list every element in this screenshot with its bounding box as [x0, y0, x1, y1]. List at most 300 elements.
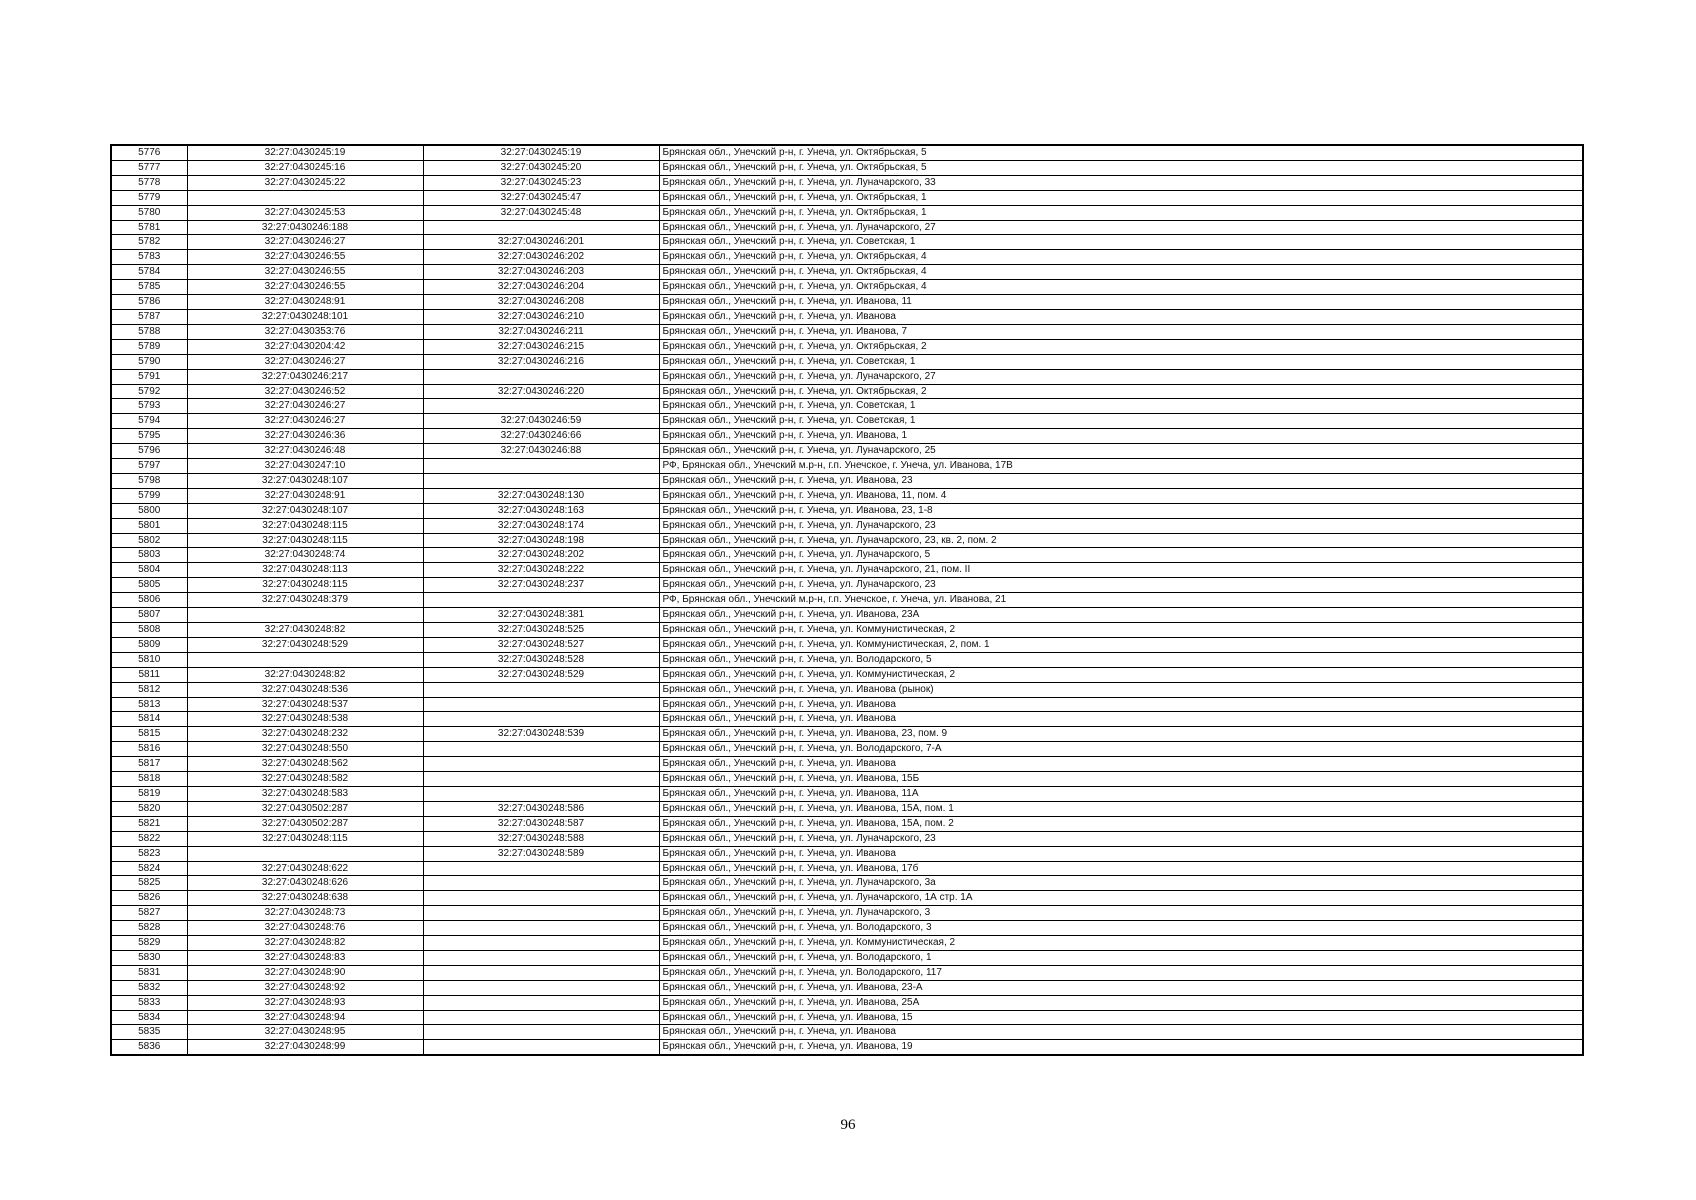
table-row: [111, 220, 1583, 235]
parent-cadastral-number-cell: [423, 399, 659, 414]
address-cell: Брянская обл., Унечский р-н, г. Унеча, ул. Володарского, 117: [659, 965, 1583, 980]
cadastral-number-cell: 32:27:0430248:529: [187, 637, 423, 652]
table-row: [111, 354, 1583, 369]
table-row: [111, 324, 1583, 339]
table-row: [111, 160, 1583, 175]
row-number-cell: 5810: [111, 652, 187, 667]
address-cell: Брянская обл., Унечский р-н, г. Унеча, ул. Иванова: [659, 309, 1583, 324]
parent-cadastral-number-cell: [423, 906, 659, 921]
row-number-cell: 5835: [111, 1025, 187, 1040]
address-cell: Брянская обл., Унечский р-н, г. Унеча, ул. Иванова, 15Б: [659, 772, 1583, 787]
address-cell: Брянская обл., Унечский р-н, г. Унеча, ул. Октябрьская, 4: [659, 250, 1583, 265]
row-number-cell: 5795: [111, 429, 187, 444]
address-cell: Брянская обл., Унечский р-н, г. Унеча, ул. Луначарского, 3: [659, 906, 1583, 921]
address-cell: Брянская обл., Унечский р-н, г. Унеча, ул. Иванова, 15: [659, 1010, 1583, 1025]
table-row: [111, 965, 1583, 980]
cadastral-number-cell: 32:27:0430502:287: [187, 801, 423, 816]
table-row: [111, 608, 1583, 623]
table-row: [111, 265, 1583, 280]
address-cell: Брянская обл., Унечский р-н, г. Унеча, ул. Иванова, 7: [659, 324, 1583, 339]
cadastral-number-cell: 32:27:0430248:101: [187, 309, 423, 324]
address-cell: Брянская обл., Унечский р-н, г. Унеча, ул. Советская, 1: [659, 235, 1583, 250]
address-cell: Брянская обл., Унечский р-н, г. Унеча, ул. Иванова, 23А: [659, 608, 1583, 623]
cadastral-number-cell: 32:27:0430246:55: [187, 265, 423, 280]
parent-cadastral-number-cell: [423, 593, 659, 608]
table-row: [111, 369, 1583, 384]
cadastral-number-cell: 32:27:0430248:115: [187, 831, 423, 846]
cadastral-number-cell: 32:27:0430353:76: [187, 324, 423, 339]
address-cell: Брянская обл., Унечский р-н, г. Унеча, ул. Советская, 1: [659, 414, 1583, 429]
row-number-cell: 5791: [111, 369, 187, 384]
row-number-cell: 5789: [111, 339, 187, 354]
address-cell: Брянская обл., Унечский р-н, г. Унеча, ул. Иванова, 1: [659, 429, 1583, 444]
cadastral-number-cell: 32:27:0430248:99: [187, 1040, 423, 1055]
address-cell: Брянская обл., Унечский р-н, г. Унеча, ул. Иванова, 11: [659, 295, 1583, 310]
cadastral-number-cell: 32:27:0430248:550: [187, 742, 423, 757]
address-cell: Брянская обл., Унечский р-н, г. Унеча, ул. Луначарского, 23, кв. 2, пом. 2: [659, 533, 1583, 548]
parent-cadastral-number-cell: [423, 786, 659, 801]
cadastral-number-cell: 32:27:0430248:538: [187, 712, 423, 727]
parent-cadastral-number-cell: 32:27:0430248:525: [423, 623, 659, 638]
parent-cadastral-number-cell: 32:27:0430246:88: [423, 444, 659, 459]
address-cell: Брянская обл., Унечский р-н, г. Унеча, ул. Иванова, 15А, пом. 2: [659, 816, 1583, 831]
table-row: [111, 727, 1583, 742]
address-cell: Брянская обл., Унечский р-н, г. Унеча, ул. Иванова (рынок): [659, 682, 1583, 697]
row-number-cell: 5836: [111, 1040, 187, 1055]
cadastral-number-cell: 32:27:0430246:217: [187, 369, 423, 384]
row-number-cell: 5799: [111, 488, 187, 503]
row-number-cell: 5805: [111, 578, 187, 593]
parent-cadastral-number-cell: 32:27:0430246:208: [423, 295, 659, 310]
cadastral-number-cell: 32:27:0430246:27: [187, 354, 423, 369]
row-number-cell: 5793: [111, 399, 187, 414]
cadastral-number-cell: 32:27:0430246:55: [187, 250, 423, 265]
table-row: [111, 921, 1583, 936]
address-cell: Брянская обл., Унечский р-н, г. Унеча, ул. Володарского, 7-А: [659, 742, 1583, 757]
row-number-cell: 5817: [111, 757, 187, 772]
row-number-cell: 5815: [111, 727, 187, 742]
cadastral-number-cell: [187, 846, 423, 861]
table-row: [111, 1010, 1583, 1025]
page-number: 96: [840, 1117, 856, 1133]
table-row: [111, 235, 1583, 250]
parent-cadastral-number-cell: [423, 742, 659, 757]
address-cell: Брянская обл., Унечский р-н, г. Унеча, ул. Советская, 1: [659, 399, 1583, 414]
parent-cadastral-number-cell: [423, 1040, 659, 1055]
cadastral-number-cell: 32:27:0430502:287: [187, 816, 423, 831]
table-row: [111, 906, 1583, 921]
cadastral-number-cell: 32:27:0430248:73: [187, 906, 423, 921]
table-row: [111, 667, 1583, 682]
parent-cadastral-number-cell: 32:27:0430245:19: [423, 145, 659, 160]
table-row: [111, 623, 1583, 638]
address-cell: Брянская обл., Унечский р-н, г. Унеча, ул. Луначарского, 23: [659, 831, 1583, 846]
row-number-cell: 5779: [111, 190, 187, 205]
parent-cadastral-number-cell: 32:27:0430248:529: [423, 667, 659, 682]
address-cell: Брянская обл., Унечский р-н, г. Унеча, ул. Луначарского, 1А стр. 1А: [659, 891, 1583, 906]
table-row: [111, 488, 1583, 503]
cadastral-number-cell: 32:27:0430246:52: [187, 384, 423, 399]
address-cell: Брянская обл., Унечский р-н, г. Унеча, ул. Иванова, 19: [659, 1040, 1583, 1055]
row-number-cell: 5823: [111, 846, 187, 861]
parent-cadastral-number-cell: 32:27:0430246:203: [423, 265, 659, 280]
address-cell: Брянская обл., Унечский р-н, г. Унеча, ул. Октябрьская, 1: [659, 205, 1583, 220]
cadastral-number-cell: 32:27:0430248:536: [187, 682, 423, 697]
parent-cadastral-number-cell: 32:27:0430248:222: [423, 563, 659, 578]
address-cell: Брянская обл., Унечский р-н, г. Унеча, ул. Луначарского, 23: [659, 578, 1583, 593]
cadastral-number-cell: 32:27:0430248:113: [187, 563, 423, 578]
cadastral-number-cell: 32:27:0430248:379: [187, 593, 423, 608]
row-number-cell: 5781: [111, 220, 187, 235]
table-row: [111, 772, 1583, 787]
parent-cadastral-number-cell: 32:27:0430248:130: [423, 488, 659, 503]
parent-cadastral-number-cell: 32:27:0430246:66: [423, 429, 659, 444]
table-row: [111, 563, 1583, 578]
table-row: [111, 1040, 1583, 1055]
cadastral-number-cell: 32:27:0430248:93: [187, 995, 423, 1010]
table-row: [111, 697, 1583, 712]
table-row: [111, 444, 1583, 459]
table-row: [111, 280, 1583, 295]
row-number-cell: 5786: [111, 295, 187, 310]
address-cell: Брянская обл., Унечский р-н, г. Унеча, ул. Иванова: [659, 1025, 1583, 1040]
cadastral-number-cell: 32:27:0430248:638: [187, 891, 423, 906]
row-number-cell: 5824: [111, 861, 187, 876]
parent-cadastral-number-cell: 32:27:0430248:527: [423, 637, 659, 652]
address-cell: Брянская обл., Унечский р-н, г. Унеча, ул. Иванова, 25А: [659, 995, 1583, 1010]
cadastral-number-cell: 32:27:0430246:55: [187, 280, 423, 295]
row-number-cell: 5801: [111, 518, 187, 533]
parent-cadastral-number-cell: 32:27:0430246:220: [423, 384, 659, 399]
address-cell: Брянская обл., Унечский р-н, г. Унеча, ул. Октябрьская, 4: [659, 280, 1583, 295]
cadastral-number-cell: 32:27:0430248:94: [187, 1010, 423, 1025]
row-number-cell: 5784: [111, 265, 187, 280]
cadastral-number-cell: 32:27:0430248:91: [187, 295, 423, 310]
cadastral-number-cell: 32:27:0430246:27: [187, 414, 423, 429]
cadastral-number-cell: 32:27:0430248:90: [187, 965, 423, 980]
cadastral-number-cell: [187, 190, 423, 205]
table-row: [111, 145, 1583, 160]
row-number-cell: 5827: [111, 906, 187, 921]
address-cell: Брянская обл., Унечский р-н, г. Унеча, ул. Иванова, 17б: [659, 861, 1583, 876]
row-number-cell: 5822: [111, 831, 187, 846]
cadastral-number-cell: 32:27:0430246:48: [187, 444, 423, 459]
row-number-cell: 5785: [111, 280, 187, 295]
cadastral-number-cell: 32:27:0430248:92: [187, 980, 423, 995]
cadastral-number-cell: 32:27:0430245:19: [187, 145, 423, 160]
table-row: [111, 682, 1583, 697]
row-number-cell: 5818: [111, 772, 187, 787]
table-row: [111, 861, 1583, 876]
row-number-cell: 5777: [111, 160, 187, 175]
address-cell: Брянская обл., Унечский р-н, г. Унеча, ул. Октябрьская, 2: [659, 384, 1583, 399]
parent-cadastral-number-cell: [423, 950, 659, 965]
address-cell: Брянская обл., Унечский р-н, г. Унеча, ул. Луначарского, 3а: [659, 876, 1583, 891]
row-number-cell: 5790: [111, 354, 187, 369]
table-row: [111, 399, 1583, 414]
cadastral-number-cell: 32:27:0430248:107: [187, 473, 423, 488]
cadastral-number-cell: 32:27:0430247:10: [187, 459, 423, 474]
table-row: [111, 384, 1583, 399]
table-row: [111, 190, 1583, 205]
parent-cadastral-number-cell: [423, 369, 659, 384]
row-number-cell: 5782: [111, 235, 187, 250]
cadastral-registry-table: [110, 144, 1584, 1056]
address-cell: Брянская обл., Унечский р-н, г. Унеча, ул. Володарского, 5: [659, 652, 1583, 667]
parent-cadastral-number-cell: 32:27:0430245:20: [423, 160, 659, 175]
address-cell: Брянская обл., Унечский р-н, г. Унеча, ул. Коммунистическая, 2, пом. 1: [659, 637, 1583, 652]
cadastral-number-cell: 32:27:0430248:232: [187, 727, 423, 742]
row-number-cell: 5814: [111, 712, 187, 727]
table-row: [111, 459, 1583, 474]
table-row: [111, 578, 1583, 593]
table-row: [111, 518, 1583, 533]
row-number-cell: 5826: [111, 891, 187, 906]
address-cell: Брянская обл., Унечский р-н, г. Унеча, ул. Иванова: [659, 846, 1583, 861]
row-number-cell: 5787: [111, 309, 187, 324]
table-row: [111, 846, 1583, 861]
address-cell: Брянская обл., Унечский р-н, г. Унеча, ул. Луначарского, 27: [659, 220, 1583, 235]
address-cell: Брянская обл., Унечский р-н, г. Унеча, ул. Володарского, 1: [659, 950, 1583, 965]
table-row: [111, 652, 1583, 667]
row-number-cell: 5831: [111, 965, 187, 980]
parent-cadastral-number-cell: 32:27:0430246:201: [423, 235, 659, 250]
row-number-cell: 5830: [111, 950, 187, 965]
parent-cadastral-number-cell: 32:27:0430248:589: [423, 846, 659, 861]
table-row: [111, 414, 1583, 429]
table-row: [111, 876, 1583, 891]
cadastral-number-cell: [187, 652, 423, 667]
cadastral-number-cell: 32:27:0430248:76: [187, 921, 423, 936]
row-number-cell: 5788: [111, 324, 187, 339]
cadastral-number-cell: 32:27:0430204:42: [187, 339, 423, 354]
table-row: [111, 801, 1583, 816]
table-row: [111, 309, 1583, 324]
cadastral-number-cell: 32:27:0430248:583: [187, 786, 423, 801]
address-cell: Брянская обл., Унечский р-н, г. Унеча, ул. Иванова, 11А: [659, 786, 1583, 801]
address-cell: Брянская обл., Унечский р-н, г. Унеча, ул. Иванова, 23, пом. 9: [659, 727, 1583, 742]
row-number-cell: 5800: [111, 503, 187, 518]
parent-cadastral-number-cell: 32:27:0430248:198: [423, 533, 659, 548]
table-row: [111, 742, 1583, 757]
parent-cadastral-number-cell: [423, 1010, 659, 1025]
table-row: [111, 339, 1583, 354]
parent-cadastral-number-cell: 32:27:0430246:59: [423, 414, 659, 429]
parent-cadastral-number-cell: [423, 936, 659, 951]
row-number-cell: 5778: [111, 175, 187, 190]
table-row: [111, 205, 1583, 220]
address-cell: Брянская обл., Унечский р-н, г. Унеча, ул. Иванова, 23-А: [659, 980, 1583, 995]
row-number-cell: 5794: [111, 414, 187, 429]
table-row: [111, 950, 1583, 965]
address-cell: Брянская обл., Унечский р-н, г. Унеча, ул. Октябрьская, 5: [659, 145, 1583, 160]
row-number-cell: 5809: [111, 637, 187, 652]
row-number-cell: 5792: [111, 384, 187, 399]
table-row: [111, 533, 1583, 548]
cadastral-number-cell: 32:27:0430246:188: [187, 220, 423, 235]
cadastral-number-cell: 32:27:0430245:22: [187, 175, 423, 190]
cadastral-number-cell: 32:27:0430248:562: [187, 757, 423, 772]
parent-cadastral-number-cell: [423, 891, 659, 906]
parent-cadastral-number-cell: [423, 980, 659, 995]
row-number-cell: 5816: [111, 742, 187, 757]
row-number-cell: 5829: [111, 936, 187, 951]
table-row: [111, 175, 1583, 190]
cadastral-number-cell: 32:27:0430248:95: [187, 1025, 423, 1040]
cadastral-number-cell: [187, 608, 423, 623]
cadastral-number-cell: 32:27:0430248:82: [187, 936, 423, 951]
parent-cadastral-number-cell: 32:27:0430248:539: [423, 727, 659, 742]
parent-cadastral-number-cell: [423, 459, 659, 474]
parent-cadastral-number-cell: [423, 1025, 659, 1040]
address-cell: Брянская обл., Унечский р-н, г. Унеча, ул. Иванова, 23: [659, 473, 1583, 488]
parent-cadastral-number-cell: [423, 861, 659, 876]
parent-cadastral-number-cell: 32:27:0430246:204: [423, 280, 659, 295]
parent-cadastral-number-cell: 32:27:0430246:215: [423, 339, 659, 354]
table-row: [111, 757, 1583, 772]
row-number-cell: 5821: [111, 816, 187, 831]
table-row: [111, 936, 1583, 951]
table-row: [111, 786, 1583, 801]
address-cell: Брянская обл., Унечский р-н, г. Унеча, ул. Иванова: [659, 757, 1583, 772]
parent-cadastral-number-cell: 32:27:0430248:528: [423, 652, 659, 667]
cadastral-number-cell: 32:27:0430246:27: [187, 399, 423, 414]
table-row: [111, 503, 1583, 518]
cadastral-number-cell: 32:27:0430248:83: [187, 950, 423, 965]
row-number-cell: 5833: [111, 995, 187, 1010]
row-number-cell: 5803: [111, 548, 187, 563]
row-number-cell: 5812: [111, 682, 187, 697]
row-number-cell: 5820: [111, 801, 187, 816]
cadastral-number-cell: 32:27:0430248:622: [187, 861, 423, 876]
table-row: [111, 980, 1583, 995]
address-cell: Брянская обл., Унечский р-н, г. Унеча, ул. Октябрьская, 4: [659, 265, 1583, 280]
cadastral-number-cell: 32:27:0430248:626: [187, 876, 423, 891]
address-cell: Брянская обл., Унечский р-н, г. Унеча, ул. Иванова: [659, 697, 1583, 712]
row-number-cell: 5819: [111, 786, 187, 801]
parent-cadastral-number-cell: [423, 712, 659, 727]
cadastral-number-cell: 32:27:0430248:74: [187, 548, 423, 563]
address-cell: Брянская обл., Унечский р-н, г. Унеча, ул. Иванова, 23, 1-8: [659, 503, 1583, 518]
parent-cadastral-number-cell: [423, 697, 659, 712]
table-row: [111, 250, 1583, 265]
parent-cadastral-number-cell: 32:27:0430246:202: [423, 250, 659, 265]
parent-cadastral-number-cell: [423, 965, 659, 980]
cadastral-number-cell: 32:27:0430248:82: [187, 667, 423, 682]
parent-cadastral-number-cell: 32:27:0430245:48: [423, 205, 659, 220]
row-number-cell: 5804: [111, 563, 187, 578]
row-number-cell: 5798: [111, 473, 187, 488]
parent-cadastral-number-cell: 32:27:0430248:237: [423, 578, 659, 593]
cadastral-number-cell: 32:27:0430245:53: [187, 205, 423, 220]
parent-cadastral-number-cell: 32:27:0430245:23: [423, 175, 659, 190]
cadastral-number-cell: 32:27:0430248:82: [187, 623, 423, 638]
row-number-cell: 5834: [111, 1010, 187, 1025]
row-number-cell: 5783: [111, 250, 187, 265]
parent-cadastral-number-cell: 32:27:0430246:211: [423, 324, 659, 339]
cadastral-number-cell: 32:27:0430248:91: [187, 488, 423, 503]
row-number-cell: 5825: [111, 876, 187, 891]
address-cell: Брянская обл., Унечский р-н, г. Унеча, ул. Володарского, 3: [659, 921, 1583, 936]
row-number-cell: 5807: [111, 608, 187, 623]
parent-cadastral-number-cell: 32:27:0430248:202: [423, 548, 659, 563]
cadastral-number-cell: 32:27:0430248:537: [187, 697, 423, 712]
cadastral-number-cell: 32:27:0430248:115: [187, 578, 423, 593]
row-number-cell: 5832: [111, 980, 187, 995]
parent-cadastral-number-cell: 32:27:0430248:163: [423, 503, 659, 518]
parent-cadastral-number-cell: [423, 772, 659, 787]
parent-cadastral-number-cell: 32:27:0430248:587: [423, 816, 659, 831]
table-row: [111, 548, 1583, 563]
parent-cadastral-number-cell: [423, 220, 659, 235]
parent-cadastral-number-cell: [423, 757, 659, 772]
row-number-cell: 5806: [111, 593, 187, 608]
address-cell: Брянская обл., Унечский р-н, г. Унеча, ул. Луначарского, 23: [659, 518, 1583, 533]
table-row: [111, 831, 1583, 846]
table-row: [111, 295, 1583, 310]
address-cell: Брянская обл., Унечский р-н, г. Унеча, ул. Коммунистическая, 2: [659, 936, 1583, 951]
parent-cadastral-number-cell: 32:27:0430246:210: [423, 309, 659, 324]
table-row: [111, 473, 1583, 488]
parent-cadastral-number-cell: [423, 876, 659, 891]
parent-cadastral-number-cell: 32:27:0430246:216: [423, 354, 659, 369]
row-number-cell: 5796: [111, 444, 187, 459]
row-number-cell: 5813: [111, 697, 187, 712]
address-cell: Брянская обл., Унечский р-н, г. Унеча, ул. Октябрьская, 5: [659, 160, 1583, 175]
parent-cadastral-number-cell: 32:27:0430248:381: [423, 608, 659, 623]
parent-cadastral-number-cell: [423, 921, 659, 936]
address-cell: Брянская обл., Унечский р-н, г. Унеча, ул. Октябрьская, 2: [659, 339, 1583, 354]
address-cell: Брянская обл., Унечский р-н, г. Унеча, ул. Луначарского, 27: [659, 369, 1583, 384]
address-cell: Брянская обл., Унечский р-н, г. Унеча, ул. Луначарского, 25: [659, 444, 1583, 459]
cadastral-number-cell: 32:27:0430248:115: [187, 518, 423, 533]
parent-cadastral-number-cell: 32:27:0430245:47: [423, 190, 659, 205]
cadastral-number-cell: 32:27:0430248:107: [187, 503, 423, 518]
table-row: [111, 429, 1583, 444]
table-row: [111, 1025, 1583, 1040]
row-number-cell: 5776: [111, 145, 187, 160]
cadastral-number-cell: 32:27:0430245:16: [187, 160, 423, 175]
cadastral-number-cell: 32:27:0430246:27: [187, 235, 423, 250]
address-cell: Брянская обл., Унечский р-н, г. Унеча, ул. Коммунистическая, 2: [659, 623, 1583, 638]
parent-cadastral-number-cell: 32:27:0430248:586: [423, 801, 659, 816]
table-row: [111, 816, 1583, 831]
address-cell: Брянская обл., Унечский р-н, г. Унеча, ул. Октябрьская, 1: [659, 190, 1583, 205]
row-number-cell: 5828: [111, 921, 187, 936]
cadastral-number-cell: 32:27:0430248:115: [187, 533, 423, 548]
row-number-cell: 5802: [111, 533, 187, 548]
registry-table-body: [111, 145, 1583, 1055]
table-row: [111, 891, 1583, 906]
row-number-cell: 5780: [111, 205, 187, 220]
row-number-cell: 5811: [111, 667, 187, 682]
address-cell: Брянская обл., Унечский р-н, г. Унеча, ул. Советская, 1: [659, 354, 1583, 369]
address-cell: Брянская обл., Унечский р-н, г. Унеча, ул. Коммунистическая, 2: [659, 667, 1583, 682]
address-cell: Брянская обл., Унечский р-н, г. Унеча, ул. Иванова, 11, пом. 4: [659, 488, 1583, 503]
row-number-cell: 5797: [111, 459, 187, 474]
address-cell: РФ, Брянская обл., Унечский м.р-н, г.п. Унечское, г. Унеча, ул. Иванова, 21: [659, 593, 1583, 608]
cadastral-number-cell: 32:27:0430248:582: [187, 772, 423, 787]
address-cell: Брянская обл., Унечский р-н, г. Унеча, ул. Иванова: [659, 712, 1583, 727]
address-cell: РФ, Брянская обл., Унечский м.р-н, г.п. Унечское, г. Унеча, ул. Иванова, 17В: [659, 459, 1583, 474]
parent-cadastral-number-cell: 32:27:0430248:174: [423, 518, 659, 533]
address-cell: Брянская обл., Унечский р-н, г. Унеча, ул. Иванова, 15А, пом. 1: [659, 801, 1583, 816]
table-row: [111, 712, 1583, 727]
row-number-cell: 5808: [111, 623, 187, 638]
address-cell: Брянская обл., Унечский р-н, г. Унеча, ул. Луначарского, 5: [659, 548, 1583, 563]
address-cell: Брянская обл., Унечский р-н, г. Унеча, ул. Луначарского, 33: [659, 175, 1583, 190]
parent-cadastral-number-cell: 32:27:0430248:588: [423, 831, 659, 846]
